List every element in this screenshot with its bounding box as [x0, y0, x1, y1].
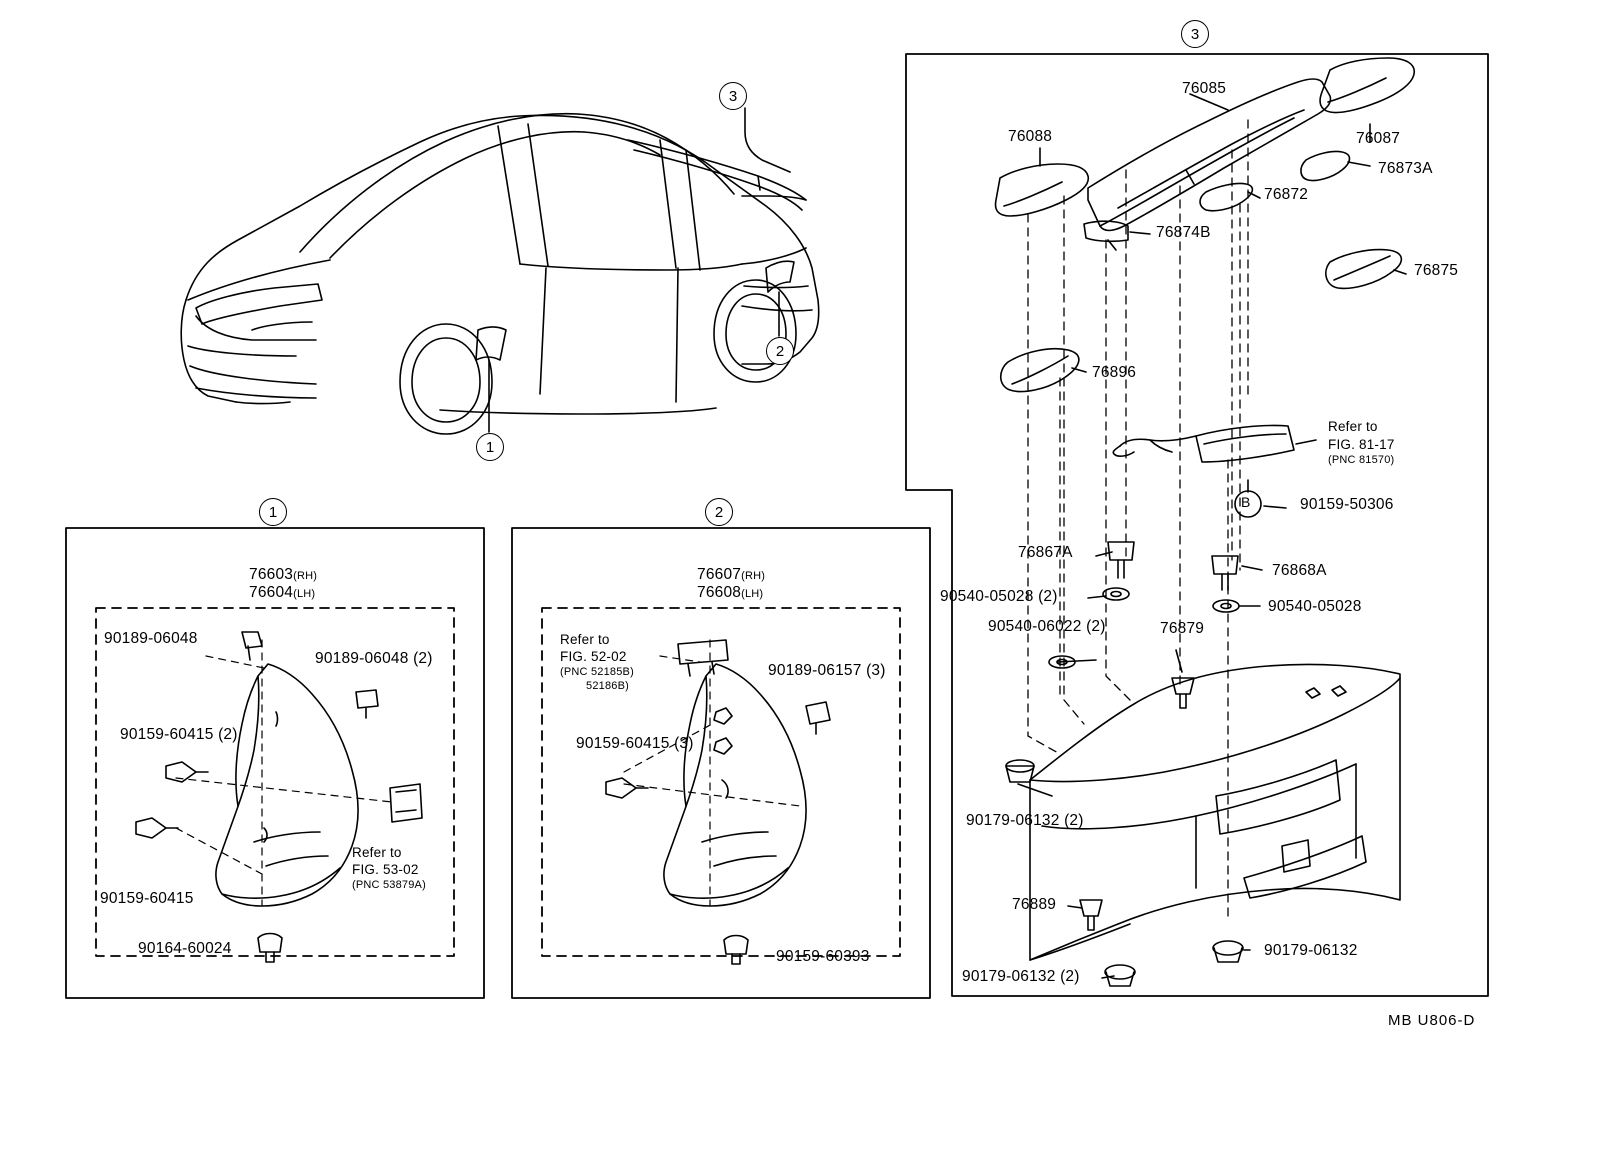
panel3-part-76872 — [1264, 186, 1308, 204]
panel3-part-10-label: 90540-05028 (2) — [940, 588, 1058, 605]
panel3-part-76874B — [1156, 224, 1211, 242]
panel1-refer-note — [352, 845, 426, 893]
panel3-part-0-label: 76085 — [1182, 80, 1227, 97]
panel3-part-14-label: 90179-06132 (2) — [966, 812, 1084, 829]
panel2-title-rh-code: 76607 — [697, 566, 742, 583]
panel1-part-1-label: 90189-06048 (2) — [315, 650, 433, 667]
panel3-part-76088 — [1008, 128, 1052, 146]
panel2-title-lh-code: 76608 — [697, 584, 742, 601]
panel3-part-76087 — [1356, 130, 1400, 148]
panel3-part-8-label: 76867A — [1018, 544, 1073, 561]
callout-marker-3-car — [719, 82, 747, 110]
panel3-part-76873A — [1378, 160, 1433, 178]
panel3-part-76085 — [1182, 80, 1226, 98]
panel3-part-90159-50306 — [1300, 496, 1394, 514]
panel3-part-90179-06132-2b — [962, 968, 1080, 986]
panel2-title-lh — [697, 584, 763, 602]
panel3-part-3-label: 76873A — [1378, 160, 1433, 177]
panel1-part-90164-60024 — [138, 940, 232, 958]
panel2-refer-line3: (PNC 52185B) — [560, 665, 634, 678]
panel3-part-4-label: 76872 — [1264, 186, 1309, 203]
panel3-part-90179-06132-2a — [966, 812, 1084, 830]
panel3-part-76875 — [1414, 262, 1458, 280]
panel2-title-lh-suffix: (LH) — [741, 588, 764, 600]
panel1-refer-line1: Refer to — [352, 845, 402, 860]
panel3-part-76896 — [1092, 364, 1136, 382]
panel1-refer-line2: FIG. 53-02 — [352, 861, 419, 877]
panel2-part-0-label: 90189-06157 (3) — [768, 662, 886, 679]
panel3-part-6-label: 76875 — [1414, 262, 1459, 279]
panel1-part-2-label: 90159-60415 (2) — [120, 726, 238, 743]
panel3-refer-line1: Refer to — [1328, 419, 1378, 434]
fastener-grade-b-label — [1241, 494, 1251, 510]
panel1-title-lh-code: 76604 — [249, 584, 294, 601]
panel1-part-90159-60415 — [100, 890, 194, 908]
callout-1-label: 1 — [485, 438, 495, 456]
callout-2-label: 2 — [775, 342, 785, 360]
panel1-part-3-label: 90159-60415 — [100, 890, 194, 907]
callout-marker-1-car — [476, 433, 504, 461]
panel3-refer-line3: (PNC 81570) — [1328, 454, 1395, 467]
panel2-part-1-label: 90159-60415 (3) — [576, 735, 694, 752]
panel2-refer-line1: Refer to — [560, 632, 610, 647]
panel1-part-90189-06048-2 — [315, 650, 433, 668]
panel3-part-17-label: 90179-06132 (2) — [962, 968, 1080, 985]
callout-marker-1-panel — [259, 498, 287, 526]
panel1-title-lh — [249, 584, 315, 602]
panel3-part-76867A — [1018, 544, 1073, 562]
panel3-part-76868A — [1272, 562, 1327, 580]
callout-1-panel-label: 1 — [268, 503, 278, 521]
panel1-title-rh-suffix: (RH) — [293, 570, 318, 582]
panel2-refer-line2: FIG. 52-02 — [560, 648, 627, 664]
diagram-footer-code — [1388, 1012, 1475, 1029]
panel3-part-90540-06022-2 — [988, 618, 1106, 636]
panel3-part-16-label: 90179-06132 — [1264, 942, 1358, 959]
panel2-part-90189-06157-3 — [768, 662, 886, 680]
panel2-part-2-label: 90159-60393 — [776, 948, 870, 965]
panel2-part-90159-60415-3 — [576, 735, 694, 753]
callout-2-panel-label: 2 — [714, 503, 724, 521]
panel3-part-5-label: 76874B — [1156, 224, 1211, 241]
callout-marker-2-panel — [705, 498, 733, 526]
panel1-refer-line3: (PNC 53879A) — [352, 878, 426, 891]
panel3-part-90540-05028-2 — [940, 588, 1058, 606]
panel1-title-rh — [249, 566, 317, 584]
panel2-refer-note — [560, 632, 634, 693]
callout-marker-2-car — [766, 337, 794, 365]
panel1-part-4-label: 90164-60024 — [138, 940, 232, 957]
panel3-part-1-label: 76088 — [1008, 128, 1053, 145]
car-illustration — [181, 114, 819, 434]
panel3-part-12-label: 90540-06022 (2) — [988, 618, 1106, 635]
callout-3-panel-label: 3 — [1190, 25, 1200, 43]
callout-marker-3-panel — [1181, 20, 1209, 48]
panel3-part-15-label: 76889 — [1012, 896, 1057, 913]
panel1-part-90189-06048 — [104, 630, 198, 648]
panel3-part-2-label: 76087 — [1356, 130, 1401, 147]
panel3-part-90179-06132 — [1264, 942, 1358, 960]
grade-b-text: B — [1241, 494, 1251, 510]
callout-3-label: 3 — [728, 87, 738, 105]
panel3-part-76889 — [1012, 896, 1056, 914]
panel2-part-90159-60393 — [776, 948, 870, 966]
panel3-refer-line2: FIG. 81-17 — [1328, 436, 1395, 452]
panel3-part-13-label: 76879 — [1160, 620, 1205, 637]
panel3-part-11-label: 90540-05028 — [1268, 598, 1362, 615]
panel2-refer-line4: 52186B) — [586, 679, 629, 692]
panel3-part-90540-05028 — [1268, 598, 1362, 616]
panel3-part-18-label: 90159-50306 — [1300, 496, 1394, 513]
panel1-part-90159-60415-2 — [120, 726, 238, 744]
panel2-title-rh-suffix: (RH) — [741, 570, 766, 582]
footer-code-text: MB U806-D — [1388, 1012, 1476, 1029]
panel1-title-rh-code: 76603 — [249, 566, 294, 583]
panel3-part-76879 — [1160, 620, 1204, 638]
panel1-title-lh-suffix: (LH) — [293, 588, 316, 600]
fasteners — [1006, 542, 1243, 986]
panel2-title-rh — [697, 566, 765, 584]
panel3-refer-note — [1328, 418, 1395, 467]
panel1-part-0-label: 90189-06048 — [104, 630, 198, 647]
panel3-part-7-label: 76896 — [1092, 364, 1137, 381]
panel3-part-9-label: 76868A — [1272, 562, 1327, 579]
